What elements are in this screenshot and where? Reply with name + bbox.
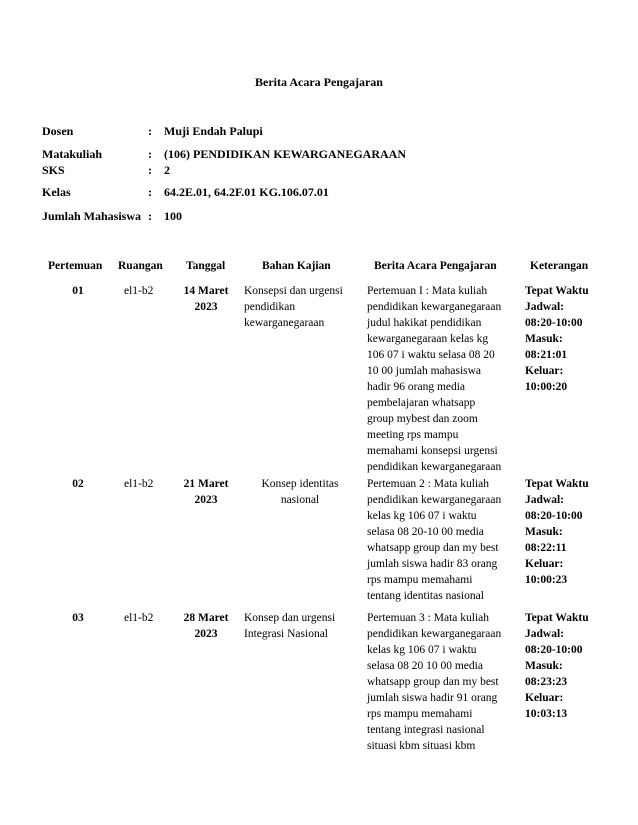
cell-berita-acara [367, 610, 519, 754]
matakuliah-value: (106) PENDIDIKAN KEWARGANEGARAAN [164, 147, 407, 161]
bahan-line: Konsep identitas [261, 478, 339, 490]
header-keterangan: Keterangan [530, 260, 589, 272]
colon: : [148, 124, 152, 138]
berita-line: jumlah siswa hadir 83 orang [367, 558, 498, 570]
berita-line: 10 00 jumlah mahasiswa [367, 365, 482, 377]
header-berita-acara: Berita Acara Pengajaran [374, 260, 497, 272]
cell-tanggal [170, 610, 242, 642]
keterangan-line: Tepat Waktu [525, 478, 589, 490]
cell-tanggal [170, 283, 242, 315]
berita-line: pendidikan kewarganegaraan [367, 461, 502, 473]
dosen-label: Dosen [42, 124, 74, 138]
berita-line: rps mampu memahami [367, 574, 473, 586]
cell-ruangan: el1-b2 [124, 285, 154, 297]
cell-keterangan [525, 476, 615, 588]
berita-line: memahami konsepsi urgensi [367, 445, 498, 457]
keterangan-line: Masuk: [525, 526, 563, 538]
berita-line: hadir 96 orang media [367, 381, 466, 393]
keterangan-line: Jadwal: [525, 494, 564, 506]
jumlah-value: 100 [164, 209, 182, 223]
kelas-value: 64.2E.01, 64.2F.01 KG.106.07.01 [164, 185, 329, 199]
keterangan-line: Tepat Waktu [525, 612, 589, 624]
tanggal-line: 21 Maret [183, 478, 229, 490]
berita-line: tentang identitas nasional [367, 590, 484, 602]
cell-ruangan: el1-b2 [124, 612, 154, 624]
cell-keterangan [525, 610, 615, 722]
berita-line: tentang integrasi nasional [367, 724, 485, 736]
berita-line: Pertemuan 3 : Mata kuliah [367, 612, 489, 624]
tanggal-line: 28 Maret [183, 612, 229, 624]
header-bahan-kajian: Bahan Kajian [262, 260, 331, 272]
keterangan-line: 10:00:23 [525, 574, 568, 586]
header-tanggal: Tanggal [186, 260, 226, 272]
tanggal-line: 14 Maret [183, 285, 229, 297]
bahan-line: nasional [280, 494, 320, 506]
berita-line: situasi kbm situasi kbm [367, 740, 476, 752]
tanggal-line: 2023 [194, 301, 218, 313]
berita-line: whatsapp group dan my best [367, 542, 499, 554]
cell-tanggal [170, 476, 242, 508]
bahan-line: Konsep dan urgensi [244, 612, 336, 624]
cell-keterangan [525, 283, 615, 395]
sks-label: SKS [42, 163, 65, 177]
keterangan-line: 08:20-10:00 [525, 644, 583, 656]
matakuliah-label: Matakuliah [42, 147, 103, 161]
berita-line: kelas kg 106 07 i waktu [367, 644, 477, 656]
berita-line: pendidikan kewarganegaraan [367, 494, 502, 506]
berita-line: Pertemuan 2 : Mata kuliah [367, 478, 489, 490]
bahan-line: Integrasi Nasional [244, 628, 328, 640]
keterangan-line: Jadwal: [525, 628, 564, 640]
berita-line: pembelajaran whatsapp [367, 397, 476, 409]
bahan-line: pendidikan [244, 301, 296, 313]
keterangan-line: 10:00:20 [525, 381, 568, 393]
colon: : [148, 209, 152, 223]
cell-pertemuan: 01 [72, 285, 84, 297]
berita-line: meeting rps mampu [367, 429, 459, 441]
cell-ruangan: el1-b2 [124, 478, 154, 490]
berita-line: jumlah siswa hadir 91 orang [367, 692, 498, 704]
berita-line: judul hakikat pendidikan [367, 317, 482, 329]
tanggal-line: 2023 [194, 628, 218, 640]
keterangan-line: 08:23:23 [525, 676, 568, 688]
colon: : [148, 147, 152, 161]
berita-line: kelas kg 106 07 i waktu [367, 510, 477, 522]
berita-line: rps mampu memahami [367, 708, 473, 720]
keterangan-line: 08:20-10:00 [525, 510, 583, 522]
tanggal-line: 2023 [194, 494, 218, 506]
keterangan-line: 08:21:01 [525, 349, 568, 361]
bahan-line: kewarganegaraan [244, 317, 325, 329]
keterangan-line: Jadwal: [525, 301, 564, 313]
header-ruangan: Ruangan [118, 260, 163, 272]
keterangan-line: Keluar: [525, 558, 564, 570]
keterangan-line: 08:22:11 [525, 542, 567, 554]
bahan-line: Konsepsi dan urgensi [244, 285, 343, 297]
cell-bahan-kajian [244, 283, 356, 331]
keterangan-line: Keluar: [525, 365, 564, 377]
sks-value: 2 [164, 163, 170, 177]
document-title: Berita Acara Pengajaran [255, 75, 383, 89]
colon: : [148, 185, 152, 199]
keterangan-line: 10:03:13 [525, 708, 568, 720]
cell-pertemuan: 02 [72, 478, 84, 490]
berita-line: selasa 08 20 10 00 media [367, 660, 483, 672]
cell-pertemuan: 03 [72, 612, 84, 624]
kelas-label: Kelas [42, 185, 71, 199]
berita-line: selasa 08 20-10 00 media [367, 526, 484, 538]
colon: : [148, 163, 152, 177]
jumlah-label: Jumlah Mahasiswa [42, 209, 142, 223]
keterangan-line: Tepat Waktu [525, 285, 589, 297]
keterangan-line: 08:20-10:00 [525, 317, 583, 329]
keterangan-line: Masuk: [525, 660, 563, 672]
cell-berita-acara [367, 476, 519, 604]
header-pertemuan: Pertemuan [48, 260, 103, 272]
berita-line: pendidikan kewarganegaraan [367, 628, 502, 640]
berita-line: 106 07 i waktu selasa 08 20 [367, 349, 495, 361]
cell-berita-acara [367, 283, 519, 475]
dosen-value: Muji Endah Palupi [164, 124, 263, 138]
keterangan-line: Keluar: [525, 692, 564, 704]
berita-line: kewarganegaraan kelas kg [367, 333, 489, 345]
cell-bahan-kajian [244, 610, 356, 642]
berita-line: group mybest dan zoom [367, 413, 478, 425]
berita-line: whatsapp group dan my best [367, 676, 499, 688]
cell-bahan-kajian [244, 476, 356, 508]
berita-line: pendidikan kewarganegaraan [367, 301, 502, 313]
berita-line: Pertemuan I : Mata kuliah [367, 285, 488, 297]
keterangan-line: Masuk: [525, 333, 563, 345]
